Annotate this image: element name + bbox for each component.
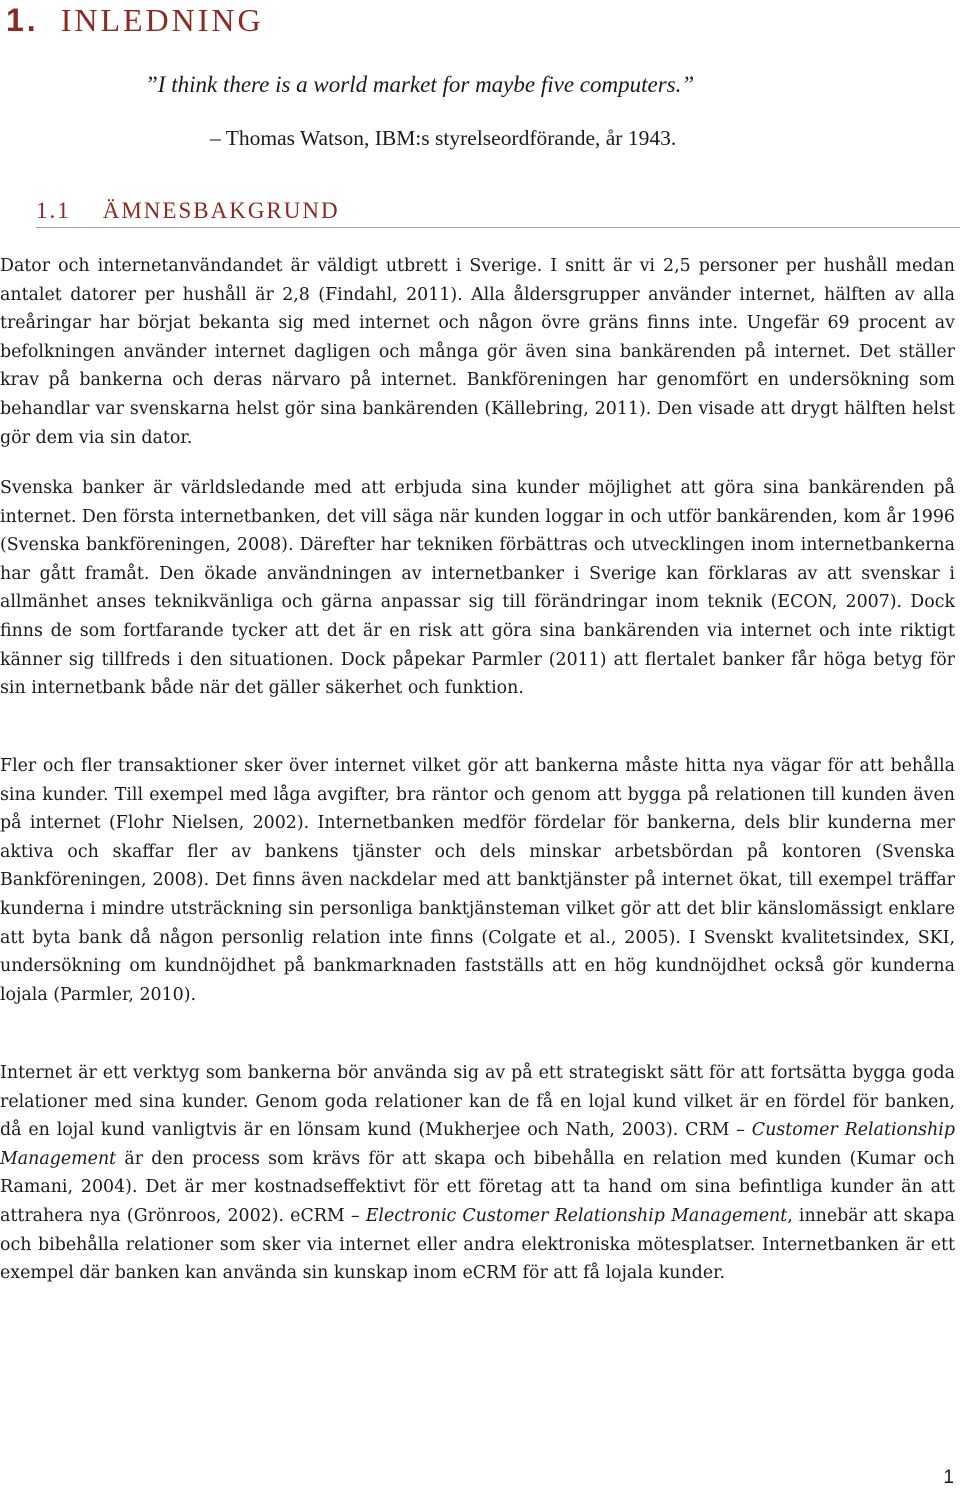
chapter-title: INLEDNING — [60, 2, 264, 38]
paragraph-3: Fler och fler transaktioner sker över internet vilket gör att bankerna måste hitta nya vägar för att behålla sina kunder. Till exempel med låga avgifter, bra räntor och genom att bygga på relationen till kunden även på internet (Flohr Nielsen, 2002). Internetbanken medför fördelar för bankerna, dels blir kunderna mer aktiva och skaffar fler av bankens tjänster och dels minskar arbetsbördan på kontoren (Svenska Bankföreningen, 2008). Det finns även nackdelar med att banktjänster på internet ökat, till exempel träffar kunderna i mindre utsträckning sin personliga banktjänsteman vilket gör att det blir känslomässigt enklare att byta bank då någon personlig relation inte finns (Colgate et al., 2005). I Svenskt kvalitetsindex, SKI, undersökning om kundnöjdhet på bankmarknaden fastställs att en hög kundnöjdhet också gör kunderna lojala (Parmler, 2010). — [0, 756, 955, 1005]
section-number: 1.1 — [36, 198, 71, 223]
paragraph-4-part-3: , innebär att skapa och bibehålla relationer som sker via internet eller andra elektroniska mötesplatser. Internetbanken är ett exempel där banken kan använda sin kunskap inom eCRM för att få lojala kunder. — [0, 1205, 955, 1284]
chapter-heading — [6, 2, 264, 39]
crm-term: Customer Relationship Management — [0, 1120, 955, 1169]
ecrm-term: Electronic Customer Relationship Management — [365, 1205, 788, 1226]
paragraph-2: Svenska banker är världsledande med att erbjuda sina kunder möjlighet att göra sina bankärenden på internet. Den första internetbanken, det vill säga när kunden loggar in och utför bankärenden, kom år 1996 (Svenska bankföreningen, 2008). Därefter har tekniken förbättras och utvecklingen inom internetbankerna har gått framåt. Den ökade användningen av internetbanker i Sverige kan förklaras av att svenskar i allmänhet anses teknikvänliga och gärna anpassar sig till förändringar inom teknik (ECON, 2007). Dock finns de som fortfarande tycker att det är en risk att göra sina bankärenden via internet och inte riktigt känner sig tillfreds i den situationen. Dock påpekar Parmler (2011) att flertalet banker får höga betyg för sin internetbank både när det gäller säkerhet och funktion. — [0, 478, 955, 699]
epigraph-attribution: – Thomas Watson, IBM:s styrelseordförande, år 1943. — [210, 126, 677, 150]
paragraph-4-part-2: är den process som krävs för att skapa och bibehålla en relation med kunden (Kumar och Ramani, 2004). Det är mer kostnadseffektivt för ett företag att ta hand om sina befintliga kunder än att attrahera nya (Grönroos, 2002). eCRM – — [0, 1148, 955, 1226]
page-number: 1 — [943, 1467, 954, 1488]
epigraph-quote: ”I think there is a world market for maybe five computers.” — [145, 72, 695, 97]
chapter-number: 1. — [6, 2, 39, 38]
paragraph-4-part-1: Internet är ett verktyg som bankerna bör använda sig av på ett strategiskt sätt för att fortsätta bygga goda relationer med sina kunder. Genom goda relationer kan de få en lojal kund vilket är en fördel för banken, då en lojal kund vanligtvis är en lönsam kund (Mukherjee och Nath, 2003). CRM – — [0, 1063, 955, 1141]
paragraph-1: Dator och internetanvändandet är väldigt utbrett i Sverige. I snitt är vi 2,5 personer per hushåll medan antalet datorer per hushåll är 2,8 (Findahl, 2011). Alla åldersgrupper använder internet, hälften av alla treåringar har börjat bekanta sig med internet och någon övre gräns finns inte. Ungefär 69 procent av befolkningen använder internet dagligen och många gör även sina bankärenden på internet. Det ställer krav på bankerna och deras närvaro på internet. Bankföreningen har genomfört en undersökning som behandlar var svenskarna helst gör sina bankärenden (Källebring, 2011). Den visade att drygt hälften helst gör dem via sin dator. — [0, 256, 955, 448]
section-title: ÄMNESBAKGRUND — [102, 198, 340, 223]
paragraph-4 — [0, 1059, 955, 1288]
section-heading — [36, 198, 960, 228]
